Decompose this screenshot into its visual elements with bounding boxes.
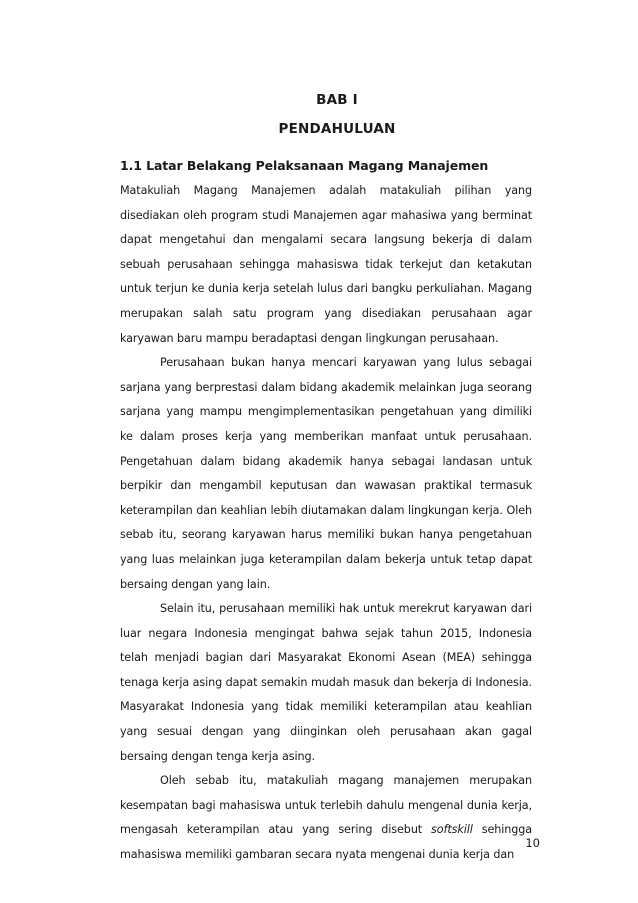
- paragraph-4: [120, 769, 532, 867]
- paragraph-4-after: sehingga mahasiswa memiliki gambaran secara nyata mengenai dunia kerja dan: [120, 823, 532, 862]
- paragraph-4-emphasis: softskill: [431, 823, 473, 837]
- body-text: [120, 179, 532, 868]
- paragraph-3: Selain itu, perusahaan memiliki hak untuk merekrut karyawan dari luar negara Indonesia mengingat bahwa sejak tahun 2015, Indonesia telah menjadi bagian dari Masyarakat Ekonomi Asean (MEA) sehingga tenaga kerja asing dapat semakin mudah masuk dan bekerja di Indonesia. Masyarakat Indonesia yang tidak memiliki keterampilan atau keahlian yang sesuai dengan yang diinginkan oleh perusahaan akan gagal bersaing dengan tenga kerja asing.: [120, 602, 532, 763]
- paragraph-2: Perusahaan bukan hanya mencari karyawan yang lulus sebagai sarjana yang berprestasi dalam bidang akademik melainkan juga seorang sarjana yang mampu mengimplementasikan pengetahuan yang dimiliki ke dalam proses kerja yang memberikan manfaat untuk perusahaan. Pengetahuan dalam bidang akademik hanya sebagai landasan untuk berpikir dan mengambil keputusan dan wawasan praktikal termasuk keterampilan dan keahlian lebih diutamakan dalam lingkungan kerja. Oleh sebab itu, seorang karyawan harus memiliki bukan hanya pengetahuan yang luas melainkan juga keterampilan dalam bekerja untuk tetap dapat bersaing dengan yang lain.: [120, 356, 532, 591]
- page-number: 10: [525, 836, 540, 850]
- paragraph-4-before: Oleh sebab itu, matakuliah magang manajemen merupakan kesempatan bagi mahasiswa untuk terlebih dahulu mengenal dunia kerja, mengasah keterampilan atau yang sering disebut: [120, 774, 532, 837]
- chapter-title: PENDAHULUAN: [278, 121, 396, 137]
- paragraph-1: Matakuliah Magang Manajemen adalah matakuliah pilihan yang disediakan oleh program studi Manajemen agar mahasiwa yang berminat dapat mengetahui dan mengalami secara langsung bekerja di dalam sebuah perusahaan sehingga mahasiswa tidak terkejut dan ketakutan untuk terjun ke dunia kerja setelah lulus dari bangku perkuliahan. Magang merupakan salah satu program yang disediakan perusahaan agar karyawan baru mampu beradaptasi dengan lingkungan perusahaan.: [120, 184, 532, 345]
- section-heading: 1.1 Latar Belakang Pelaksanaan Magang Manajemen: [120, 158, 489, 173]
- chapter-number: BAB I: [316, 92, 358, 108]
